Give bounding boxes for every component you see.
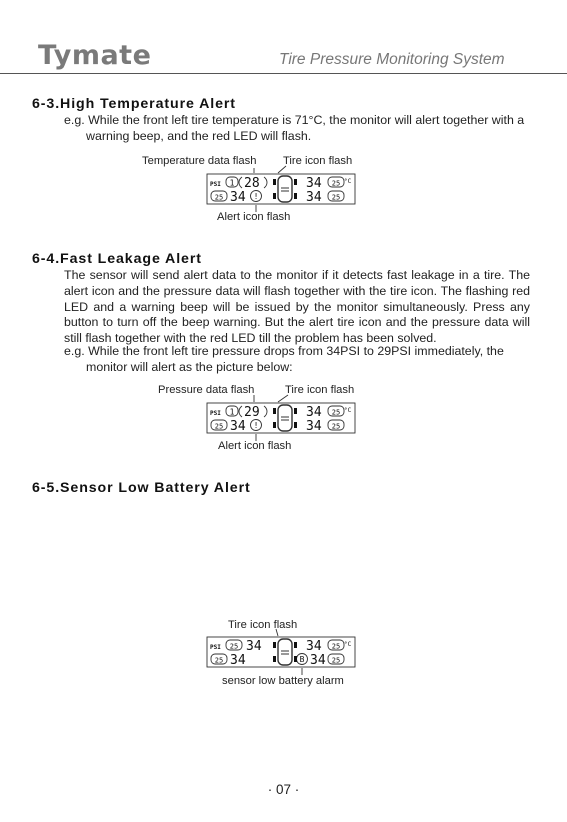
front-left-box-value: 25 <box>229 642 239 651</box>
unit-celsius: °C <box>344 407 352 414</box>
caption-alert-icon-flash: Alert icon flash <box>217 211 291 223</box>
tire-mark-fr <box>294 408 297 414</box>
pointer-line-tire <box>276 629 278 636</box>
alert-icon-glyph: ! <box>253 421 259 430</box>
tire-mark-fr <box>294 642 297 648</box>
rear-right-value: 34 <box>306 419 322 434</box>
pointer-line-tire <box>278 166 286 173</box>
high-temp-example-line-2: warning beep, and the red LED will flash. <box>86 129 312 143</box>
battery-alarm-glyph: B <box>299 655 305 664</box>
car-icon <box>278 405 292 431</box>
unit-psi: PSI <box>210 181 221 188</box>
tire-mark-fl <box>273 642 276 648</box>
rear-right-box-value: 25 <box>331 422 341 431</box>
front-left-value: 34 <box>246 639 262 654</box>
tire-mark-rl <box>273 656 276 662</box>
fast-leak-line-4: button to turn off the beep warning. But the alert tire icon and the pressure data will <box>64 315 530 330</box>
front-left-box-value: 1 <box>229 178 235 188</box>
tire-mark-rr <box>294 193 297 199</box>
heading-sensor-low-battery-alert: 6-5.Sensor Low Battery Alert <box>32 480 251 496</box>
caption-temperature-data-flash: Temperature data flash <box>142 155 257 167</box>
fast-leak-example-line-1: e.g. While the front left tire pressure drops from 34PSI to 29PSI immediately, the <box>64 344 504 358</box>
fast-leak-example-line-2: monitor will alert as the picture below: <box>86 360 293 374</box>
rear-right-value: 34 <box>310 653 326 668</box>
header-divider <box>0 73 567 74</box>
rear-left-box-value: 25 <box>214 422 224 431</box>
fast-leak-line-5: still flash together with the red LED till the problem has been solved. <box>64 331 437 346</box>
rear-left-box-value: 25 <box>214 193 224 202</box>
header-subtitle: Tire Pressure Monitoring System <box>279 51 505 68</box>
front-left-value: 28 <box>244 176 260 191</box>
front-right-value: 34 <box>306 405 322 420</box>
front-right-value: 34 <box>306 639 322 654</box>
caption-alert-icon-flash: Alert icon flash <box>218 440 292 452</box>
tire-mark-rr <box>294 422 297 428</box>
heading-high-temperature-alert: 6-3.High Temperature Alert <box>32 96 236 112</box>
tire-mark-fr <box>294 179 297 185</box>
rear-left-value: 34 <box>230 653 246 668</box>
front-left-value: 29 <box>244 405 260 420</box>
car-icon <box>278 639 292 665</box>
front-right-value: 34 <box>306 176 322 191</box>
lcd-display-high-temp <box>206 165 356 213</box>
front-left-box-value: 1 <box>229 407 235 417</box>
rear-left-value: 34 <box>230 190 246 205</box>
flash-mark-right <box>264 177 267 188</box>
tire-mark-rr <box>294 656 297 662</box>
front-right-box-value: 25 <box>331 179 341 188</box>
rear-right-box-value: 25 <box>331 656 341 665</box>
tire-mark-rl <box>273 193 276 199</box>
unit-celsius: °C <box>344 178 352 185</box>
lcd-display-fast-leak <box>206 394 356 442</box>
car-icon <box>278 176 292 202</box>
brand-logo: Tymate <box>38 40 152 71</box>
front-right-box-value: 25 <box>331 642 341 651</box>
tire-mark-fl <box>273 408 276 414</box>
tire-mark-rl <box>273 422 276 428</box>
flash-mark-left <box>239 406 242 417</box>
caption-sensor-low-battery-alarm: sensor low battery alarm <box>222 675 344 687</box>
flash-mark-right <box>264 406 267 417</box>
unit-psi: PSI <box>210 644 221 651</box>
fast-leak-line-3: LED and a warning beep will be issued by the monitor simultaneously. Press any <box>64 299 530 314</box>
rear-right-value: 34 <box>306 190 322 205</box>
alert-icon-glyph: ! <box>253 192 259 201</box>
caption-pressure-data-flash: Pressure data flash <box>158 384 255 396</box>
caption-tire-icon-flash: Tire icon flash <box>283 155 353 167</box>
flash-mark-left <box>239 177 242 188</box>
front-right-box-value: 25 <box>331 408 341 417</box>
tire-mark-fl <box>273 179 276 185</box>
fast-leak-description <box>64 268 530 347</box>
caption-tire-icon-flash: Tire icon flash <box>285 384 355 396</box>
fast-leak-line-2: alert icon and the pressure data will flash together with the tire icon. The flashing red <box>64 283 530 298</box>
caption-tire-icon-flash: Tire icon flash <box>228 619 298 631</box>
high-temp-example-line-1: e.g. While the front left tire temperature is 71°C, the monitor will alert together with a <box>64 113 525 127</box>
rear-left-box-value: 25 <box>214 656 224 665</box>
rear-right-box-value: 25 <box>331 193 341 202</box>
fast-leak-line-1: The sensor will send alert data to the monitor if it detects fast leakage in a tire. The <box>64 268 530 282</box>
rear-left-value: 34 <box>230 419 246 434</box>
heading-fast-leakage-alert: 6-4.Fast Leakage Alert <box>32 251 202 267</box>
pointer-line-tire <box>278 395 288 402</box>
page-number: · 07 · <box>267 782 300 797</box>
unit-celsius: °C <box>344 641 352 648</box>
unit-psi: PSI <box>210 410 221 417</box>
lcd-display-low-battery <box>206 628 356 676</box>
